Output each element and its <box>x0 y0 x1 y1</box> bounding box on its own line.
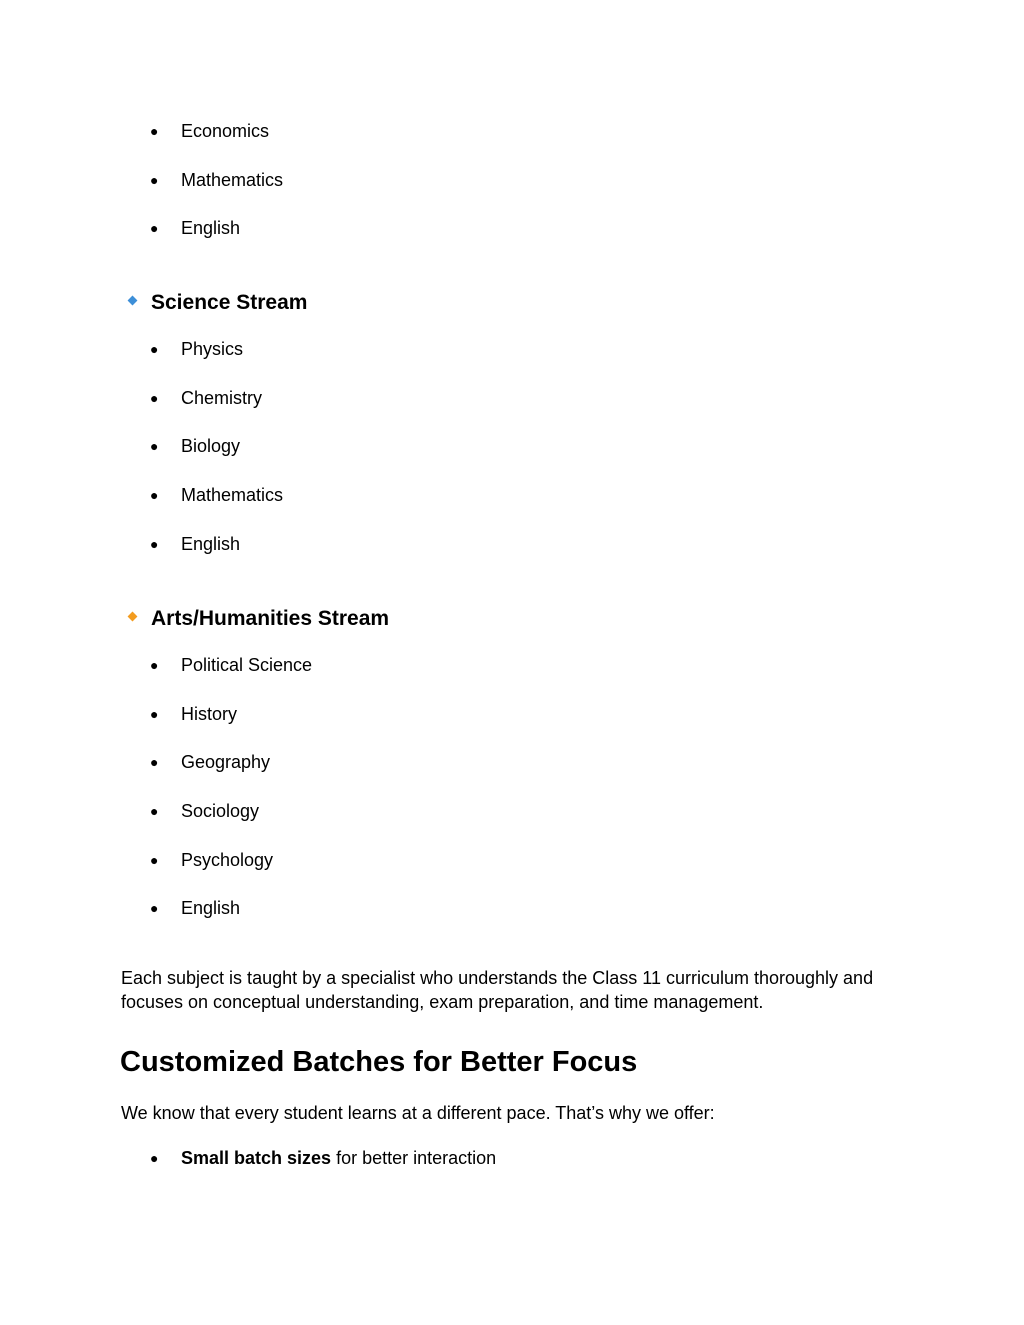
arts-subject-list <box>0 654 312 919</box>
science-stream-heading <box>126 290 307 316</box>
batches-feature-list <box>0 1147 496 1169</box>
list-item: ● Chemistry <box>0 387 283 409</box>
batches-intro: We know that every student learns at a different pace. That’s why we offer: <box>121 1103 715 1123</box>
list-item: ● English <box>0 217 283 239</box>
orange-diamond-icon <box>128 612 138 622</box>
feature-bold-text: Small batch sizes <box>181 1148 332 1168</box>
list-item: ● History <box>0 703 312 725</box>
list-item: ● Economics <box>0 120 283 142</box>
list-item: ● Biology <box>0 435 283 457</box>
blue-diamond-icon <box>128 296 138 306</box>
feature-rest-text: for better interaction <box>331 1148 497 1168</box>
list-item: ● Mathematics <box>0 169 283 191</box>
list-item: ● Psychology <box>0 849 312 871</box>
list-item <box>0 1147 496 1169</box>
list-item: ● Physics <box>0 338 283 360</box>
list-item: ● English <box>0 897 312 919</box>
list-item: ● Political Science <box>0 654 312 676</box>
list-item: ● Sociology <box>0 800 312 822</box>
arts-stream-heading <box>126 606 389 632</box>
arts-stream-title: Arts/Humanities Stream <box>151 607 390 630</box>
list-item: ● Geography <box>0 751 312 773</box>
science-subject-list <box>0 338 283 555</box>
batches-heading: Customized Batches for Better Focus <box>120 1046 638 1078</box>
list-item: ● English <box>0 533 283 555</box>
list-item: ● Mathematics <box>0 484 283 506</box>
science-stream-title: Science Stream <box>151 291 308 314</box>
commerce-subject-list <box>0 120 283 239</box>
specialist-paragraph: Each subject is taught by a specialist who understands the Class 11 curriculum thoroughly and focuses on conceptual understanding, exam preparation, and time management. <box>121 968 874 1012</box>
